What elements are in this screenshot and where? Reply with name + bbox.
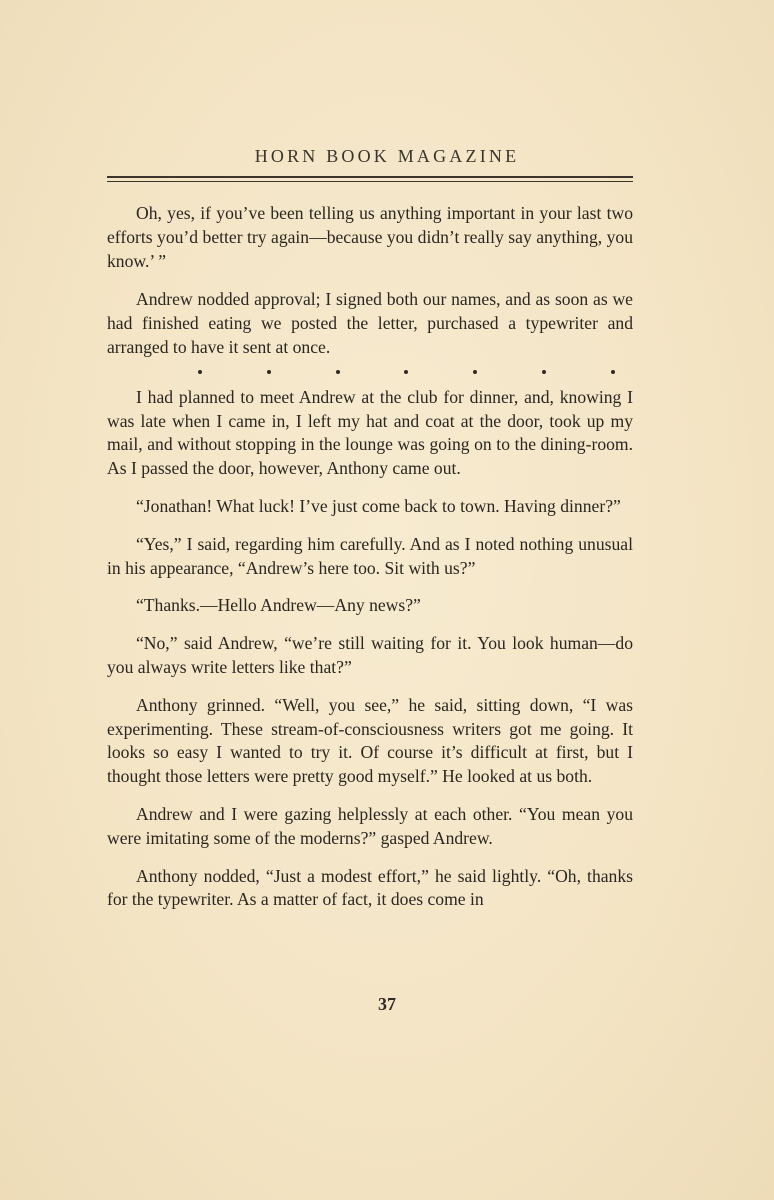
page-number: 37 <box>378 994 396 1014</box>
dot <box>404 370 408 374</box>
dot <box>336 370 340 374</box>
paragraph: Andrew nodded approval; I signed both our names, and as soon as we had finished eating we posted the letter, purchased a typewriter and arranged to have it sent at once. <box>107 289 633 357</box>
dot <box>267 370 271 374</box>
running-head: HORN BOOK MAGAZINE <box>254 146 520 166</box>
paragraph: Andrew and I were gazing helplessly at each other. “You mean you were imitating some of the moderns?” gasped Andrew. <box>107 803 633 848</box>
paragraph: “Jonathan! What luck! I’ve just come back to town. Having dinner?” <box>136 495 621 516</box>
body-text <box>107 202 633 912</box>
header-rule <box>107 176 633 182</box>
dot <box>473 370 477 374</box>
paragraph: Anthony grinned. “Well, you see,” he said, sitting down, “I was experimenting. These stream-of-consciousness writers got me going. It looks so easy I wanted to try it. Of course it’s difficult at first, but I thought those letters were pretty good myself.” He looked at us both. <box>107 694 633 787</box>
paragraph: “Thanks.—Hello Andrew—Any news?” <box>136 595 421 616</box>
section-break-dots <box>107 362 633 382</box>
paragraph: “Yes,” I said, regarding him carefully. And as I noted nothing unusual in his appearance, “Andrew’s here too. Sit with us?” <box>107 533 633 578</box>
dot <box>611 370 615 374</box>
dot <box>542 370 546 374</box>
paragraph: “No,” said Andrew, “we’re still waiting for it. You look human—do you always write letters like that?” <box>107 633 633 677</box>
dot <box>198 370 202 374</box>
paragraph: I had planned to meet Andrew at the club for dinner, and, knowing I was late when I came in, I left my hat and coat at the door, took up my mail, and without stopping in the lounge was going on to the dining-room. As I passed the door, however, Anthony came out. <box>107 386 633 479</box>
paragraph: Anthony nodded, “Just a modest effort,” he said lightly. “Oh, thanks for the typewriter. As a matter of fact, it does come in <box>107 865 633 910</box>
paragraph: Oh, yes, if you’ve been telling us anything important in your last two efforts you’d better try again—because you didn’t really say anything, you know.’ ” <box>107 203 633 271</box>
